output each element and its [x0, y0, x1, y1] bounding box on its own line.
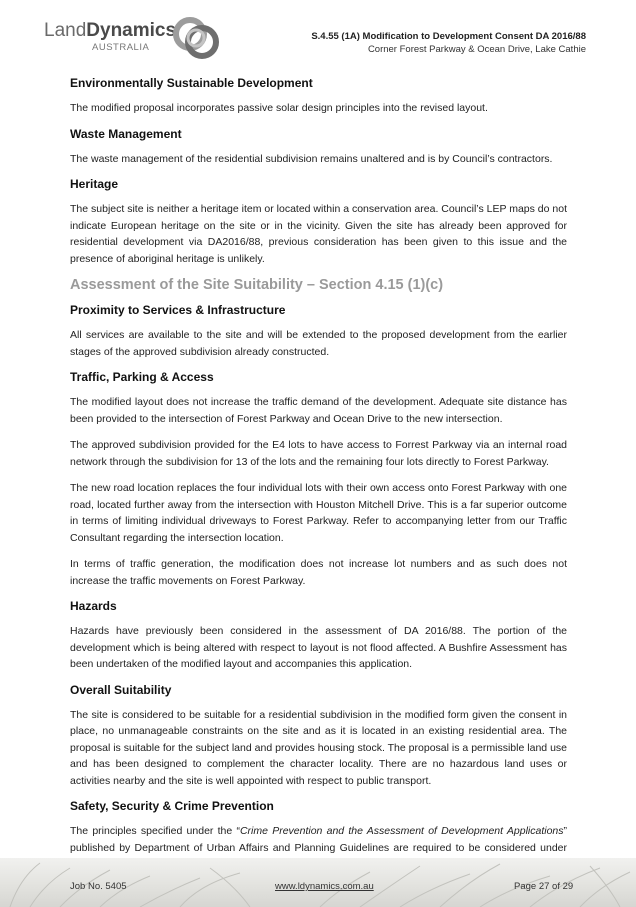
logo-subtitle: AUSTRALIA — [92, 42, 150, 53]
safety-heading: Safety, Security & Crime Prevention — [70, 799, 274, 813]
waste-paragraph: The waste management of the residential subdivision remains unaltered and is by Council’s contractors. — [70, 152, 553, 165]
heritage-heading: Heritage — [70, 177, 119, 191]
hazards-paragraph: Hazards have previously been considered in the assessment of DA 2016/88. The portion of the development which is being altered with respect to layout is not flood affected. A Bushfire Assessment has been undertaken of the modified layout and accompanies this application. — [70, 625, 567, 670]
esd-paragraph: The modified proposal incorporates passive solar design principles into the revised layout. — [70, 102, 488, 114]
section-heading: Assessment of the Site Suitability – Section 4.15 (1)(c) — [70, 277, 444, 293]
traffic-paragraph-3: The new road location replaces the four individual lots with their own access onto Forest Parkway with one road, located further away from the intersection with Houston Mitchell Drive. This is a far superior outcome in terms of limiting individual driveways to Forest Parkway. Refer to accompanying letter from our Traffic Consultant regarding the intersection location. — [70, 482, 567, 544]
traffic-paragraph-1: The modified layout does not increase the traffic demand of the development. Adequate site distance has been provided to the intersection of Forest Parkway and Ocean Drive to the new intersection. — [70, 396, 567, 425]
document-subtitle: Corner Forest Parkway & Ocean Drive, Lake Cathie — [367, 44, 586, 55]
overall-paragraph: The site is considered to be suitable for a residential subdivision in the modified form given the consent in place, no unmanageable constraints on the site and as it is located in an existing residential area. The proposal is suitable for the subject land and provides housing stock. The proposal is a permissible land use and has been designed to complement the character locality. There are no hazardous land uses or activities nearby and the site is well appointed with respect to public transport. — [70, 708, 567, 787]
safety-text-italic: Crime Prevention and the Assessment of Development Applications — [239, 825, 564, 837]
page-header — [0, 0, 636, 68]
safety-text-a: The principles specified under the “ — [70, 825, 240, 837]
proximity-heading: Proximity to Services & Infrastructure — [70, 303, 286, 317]
logo-land: Land — [44, 20, 87, 41]
traffic-paragraph-2: The approved subdivision provided for the E4 lots to have access to Forrest Parkway via an internal road network through the subdivision for 13 of the lots and the remaining four lots directly to Forest Parkway. — [70, 439, 567, 468]
logo-dynamics: Dynamics — [86, 20, 177, 41]
company-logo-icon — [170, 12, 222, 64]
waste-heading: Waste Management — [70, 126, 182, 141]
document-title: S.4.55 (1A) Modification to Development Consent DA 2016/88 — [311, 31, 586, 42]
heritage-paragraph: The subject site is neither a heritage item or located within a conservation area. Council’s LEP maps do not indicate European heritage on the site or in the vicinity. Given the site has already been approved for residential development via DA2016/88, previous consideration has been given to this issue and the presence of aboriginal heritage is unlikely. — [70, 203, 567, 265]
esd-heading: Environmentally Sustainable Development — [70, 76, 313, 90]
document-body — [70, 76, 567, 883]
proximity-paragraph: All services are available to the site and will be extended to the proposed development from the earlier stages of the approved subdivision already constructed. — [70, 329, 567, 358]
header-info — [311, 31, 586, 55]
overall-heading: Overall Suitability — [70, 682, 172, 697]
company-logo-text — [44, 20, 176, 42]
footer-website-link[interactable]: www.ldynamics.com.au — [275, 881, 374, 892]
page-footer — [0, 858, 636, 907]
safety-text-b: ” published by Department of Urban Affairs and Planning Guidelines are required to be considered under — [70, 825, 567, 854]
footer-page-number: Page 27 of 29 — [514, 881, 574, 892]
traffic-heading: Traffic, Parking & Access — [70, 370, 214, 384]
hazards-heading: Hazards — [70, 599, 117, 613]
traffic-paragraph-4: In terms of traffic generation, the modification does not increase lot numbers and as such does not increase the traffic movements on Forest Parkway. — [70, 558, 567, 587]
footer-job-number: Job No. 5405 — [70, 881, 127, 892]
